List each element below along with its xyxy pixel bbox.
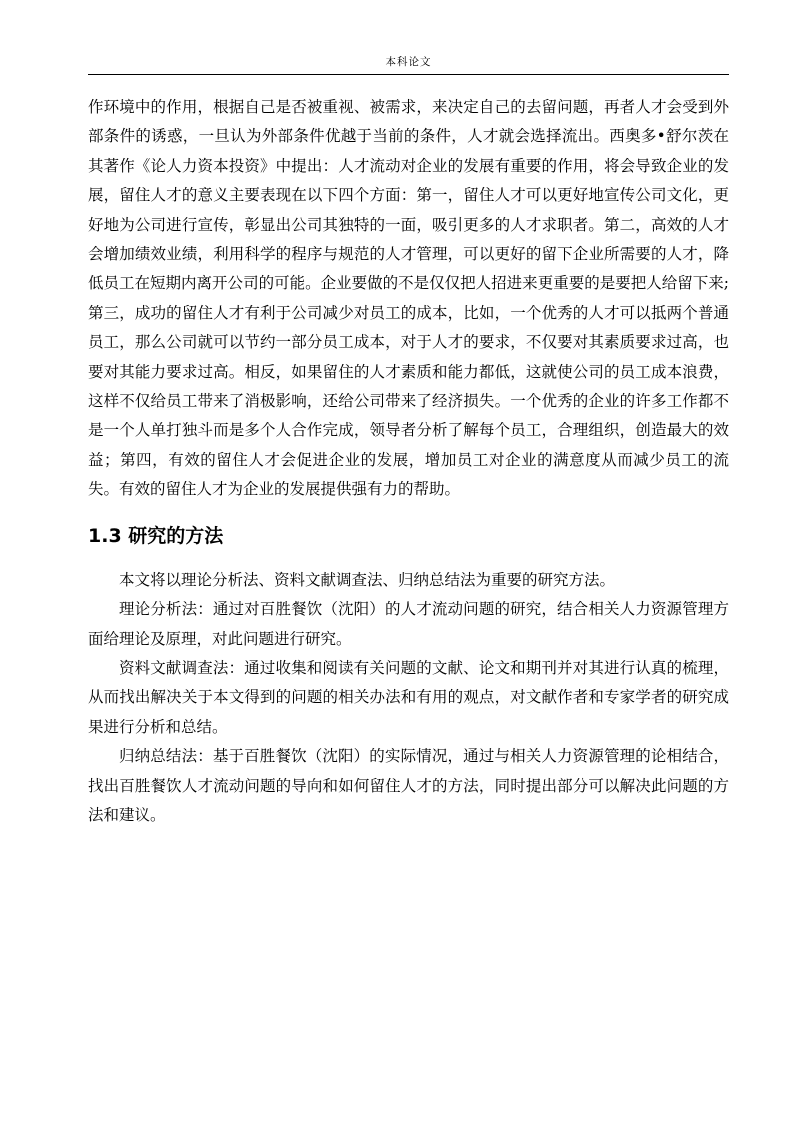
- document-body: [88, 93, 729, 830]
- header-title: 本科论文: [385, 56, 432, 68]
- body-paragraph: 本文将以理论分析法、资料文献调查法、归纳总结法为重要的研究方法。: [119, 570, 616, 589]
- body-paragraph: 资料文献调查法：通过收集和阅读有关问题的文献、论文和期刊并对其进行认真的梳理，从而找出解决关于本文得到的问题的相关办法和有用的观点，对文献作者和专家学者的研究成果进行分析和总结。: [88, 658, 729, 736]
- body-paragraph: 理论分析法：通过对百胜餐饮（沈阳）的人才流动问题的研究，结合相关人力资源管理方面给理论及原理，对此问题进行研究。: [88, 600, 729, 648]
- body-paragraph: 作环境中的作用，根据自己是否被重视、被需求，来决定自己的去留问题，再者人才会受到外部条件的诱惑，一旦认为外部条件优越于当前的条件，人才就会选择流出。西奥多•舒尔茨在其著作《论人力资本投资》中提出：人才流动对企业的发展有重要的作用，将会导致企业的发展，留住人才的意义主要表现在以下四个方面：第一，留住人才可以更好地宣传公司文化，更好地为公司进行宣传，彰显出公司其独特的一面，吸引更多的人才求职者。第二，高效的人才会增加绩效业绩，利用科学的程序与规范的人才管理，可以更好的留下企业所需要的人才，降低员工在短期内离开公司的可能。企业要做的不是仅仅把人招进来更重要的是要把人给留下来;第三，成功的留住人才有利于公司减少对员工的成本，比如，一个优秀的人才可以抵两个普通员工，那么公司就可以节约一部分员工成本，对于人才的要求，不仅要对其素质要求过高，也要对其能力要求过高。相反，如果留住的人才素质和能力都低，这就使公司的员工成本浪费，这样不仅给员工带来了消极影响，还给公司带来了经济损失。一个优秀的企业的许多工作都不是一个人单打独斗而是多个人合作完成，领导者分析了解每个员工，合理组织，创造最大的效益；第四，有效的留住人才会促进企业的发展，增加员工对企业的满意度从而减少员工的流失。有效的留住人才为企业的发展提供强有力的帮助。: [88, 98, 729, 499]
- body-paragraph: 归纳总结法：基于百胜餐饮（沈阳）的实际情况，通过与相关人力资源管理的论相结合，找出百胜餐饮人才流动问题的导向和如何留住人才的方法，同时提出部分可以解决此问题的方法和建议。: [88, 747, 729, 824]
- section-heading: 1.3 研究的方法: [88, 524, 224, 547]
- page-header: [88, 52, 729, 75]
